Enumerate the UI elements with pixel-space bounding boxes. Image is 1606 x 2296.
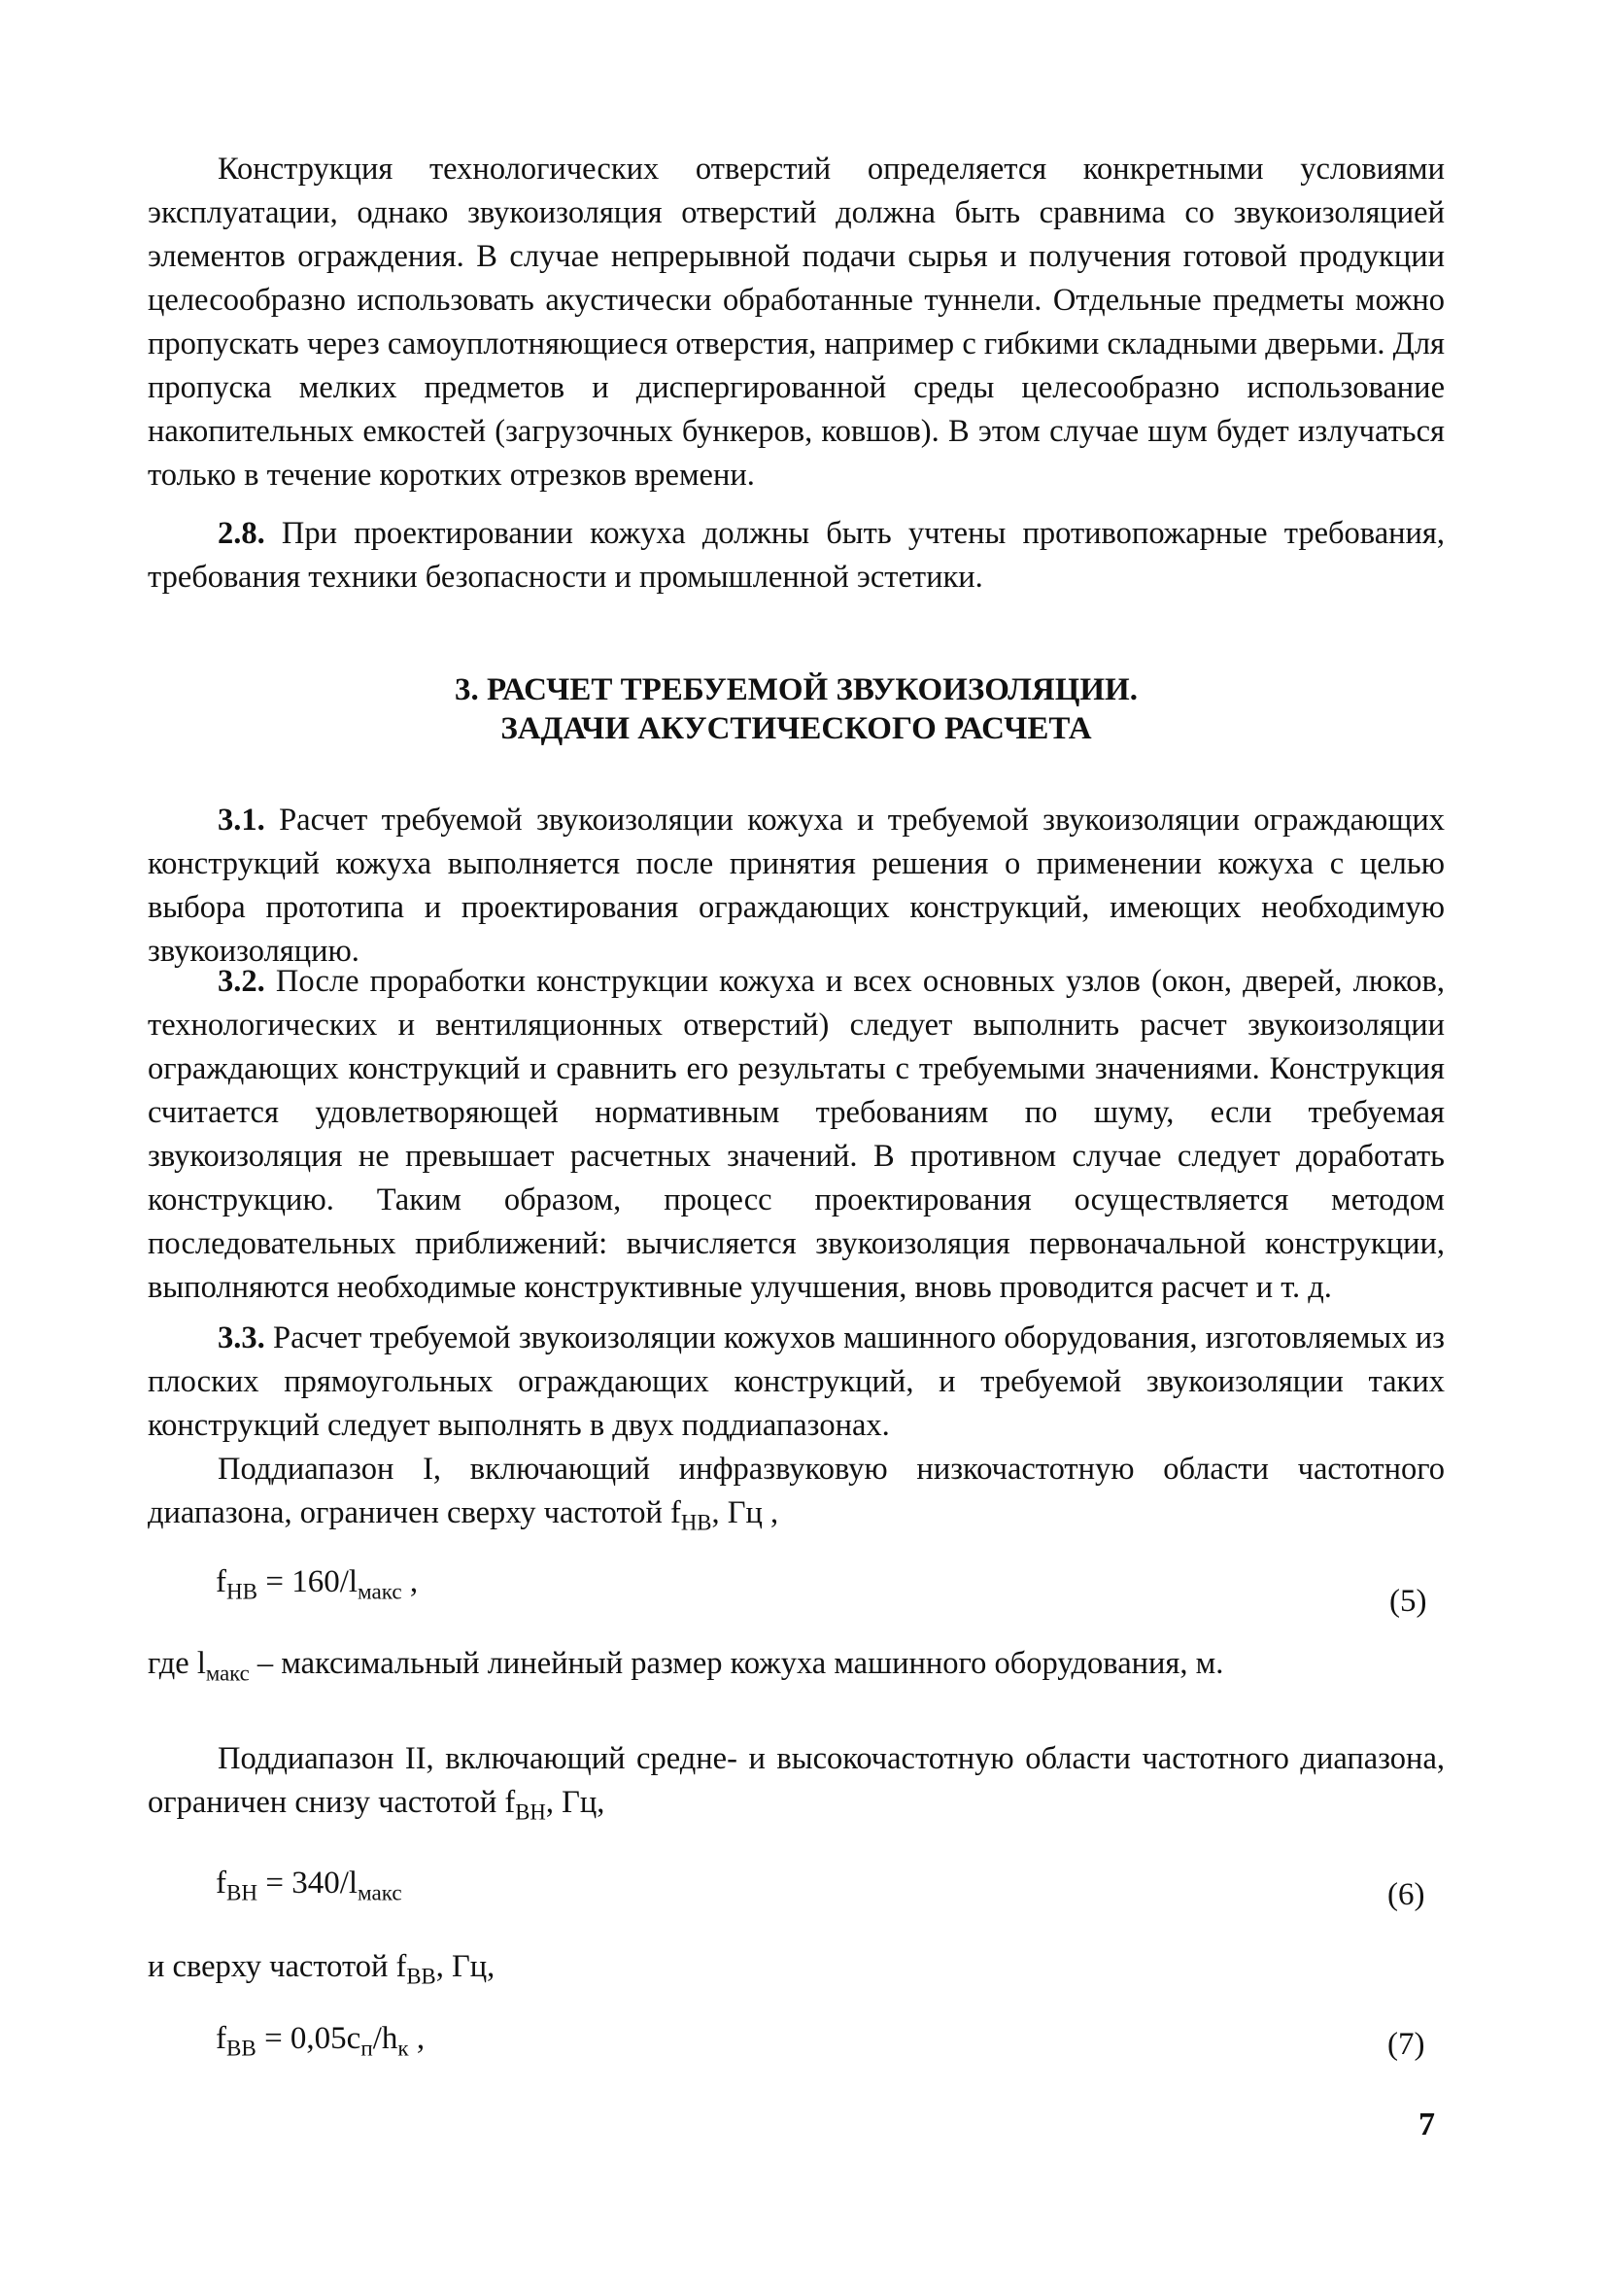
formula-5: $f_{НВ} = 160/l_{макс}$ , <box>216 1564 419 1604</box>
heading-line-1: 3. РАСЧЕТ ТРЕБУЕМОЙ ЗВУКОИЗОЛЯЦИИ. <box>455 672 1138 707</box>
page-number: 7 <box>1418 2107 1435 2142</box>
clause-number: 3.1. <box>218 803 265 838</box>
equation-number-7: (7) <box>1387 2027 1425 2062</box>
formula-7: $f_{ВВ} = 0,05c_п/h_к$ , <box>216 2021 426 2061</box>
clause-text: После проработки конструкции кожуха и всех основных узлов (окон, дверей, люков, технологических и вентиляционных отверстий) следует выполнить расчет звукоизоляции ограждающих конструкций и сравнить его результаты с требуемыми значениями. Конструкция считается удовлетворяющей нормативным требованиям по шуму, если требуемая звукоизоляция не превышает расчетных значений. В противном случае следует доработать конструкцию. Таким образом, процесс проектирования осуществляется методом последовательных приближений: вычисляется звукоизоляция первоначальной конструкции, выполняются необходимые конструктивные улучшения, вновь проводится расчет и т. д. <box>148 964 1445 1305</box>
clause-number: 3.2. <box>218 964 265 999</box>
paragraph-and-above: и сверху частотой $f_{ВВ}$, Гц, <box>148 1949 495 1989</box>
paragraph-where: где $l_{макс}$ – максимальный линейный размер кожуха машинного оборудования, м. <box>148 1646 1224 1686</box>
paragraph-subrange-2: Поддиапазон II, включающий средне- и высокочастотную области частотного диапазона, ограничен снизу частотой $f_{ВН}$, Гц, <box>148 1741 1445 1825</box>
clause-text: Расчет требуемой звукоизоляции кожуха и требуемой звукоизоляции ограждающих конструкций кожуха выполняется после принятия решения о применении кожуха с целью выбора прототипа и проектирования ограждающих конструкций, имеющих необходимую звукоизоляцию. <box>148 803 1445 969</box>
paragraph-3-3 <box>148 1317 1445 1448</box>
paragraph-3-2 <box>148 960 1445 1310</box>
paragraph-2-8 <box>148 512 1445 600</box>
section-heading <box>148 670 1445 748</box>
paragraph-openings: Конструкция технологических отверстий определяется конкретными условиями эксплуатации, однако звукоизоляция отверстий должна быть сравнима со звукоизоляцией элементов ограждения. В случае непрерывной подачи сырья и получения готовой продукции целесообразно использовать акустически обработанные туннели. Отдельные предметы можно пропускать через самоуплотняющиеся отверстия, например с гибкими складными дверьми. Для пропуска мелких предметов и диспергированной среды целесообразно использование накопительных емкостей (загрузочных бункеров, ковшов). В этом случае шум будет излучаться только в течение коротких отрезков времени. <box>148 152 1445 493</box>
equation-number-5: (5) <box>1389 1584 1427 1619</box>
clause-number: 3.3. <box>218 1320 265 1355</box>
formula-6: $f_{ВН} = 340/l_{макс}$ <box>216 1866 402 1905</box>
clause-number: 2.8. <box>218 516 265 551</box>
clause-text: Расчет требуемой звукоизоляции кожухов машинного оборудования, изготовляемых из плоских прямоугольных ограждающих конструкций, и требуемой звукоизоляции таких конструкций следует выполнять в двух поддиапазонах. <box>148 1320 1445 1443</box>
heading-line-2: ЗАДАЧИ АКУСТИЧЕСКОГО РАСЧЕТА <box>500 711 1092 746</box>
equation-number-6: (6) <box>1387 1877 1425 1912</box>
clause-text: При проектировании кожуха должны быть учтены противопожарные требования, требования техники безопасности и промышленной эстетики. <box>148 516 1445 595</box>
paragraph-subrange-1: Поддиапазон I, включающий инфразвуковую низкочастотную области частотного диапазона, ограничен сверху частотой $f_{НВ}$, Гц , <box>148 1452 1445 1535</box>
paragraph-3-1 <box>148 799 1445 974</box>
